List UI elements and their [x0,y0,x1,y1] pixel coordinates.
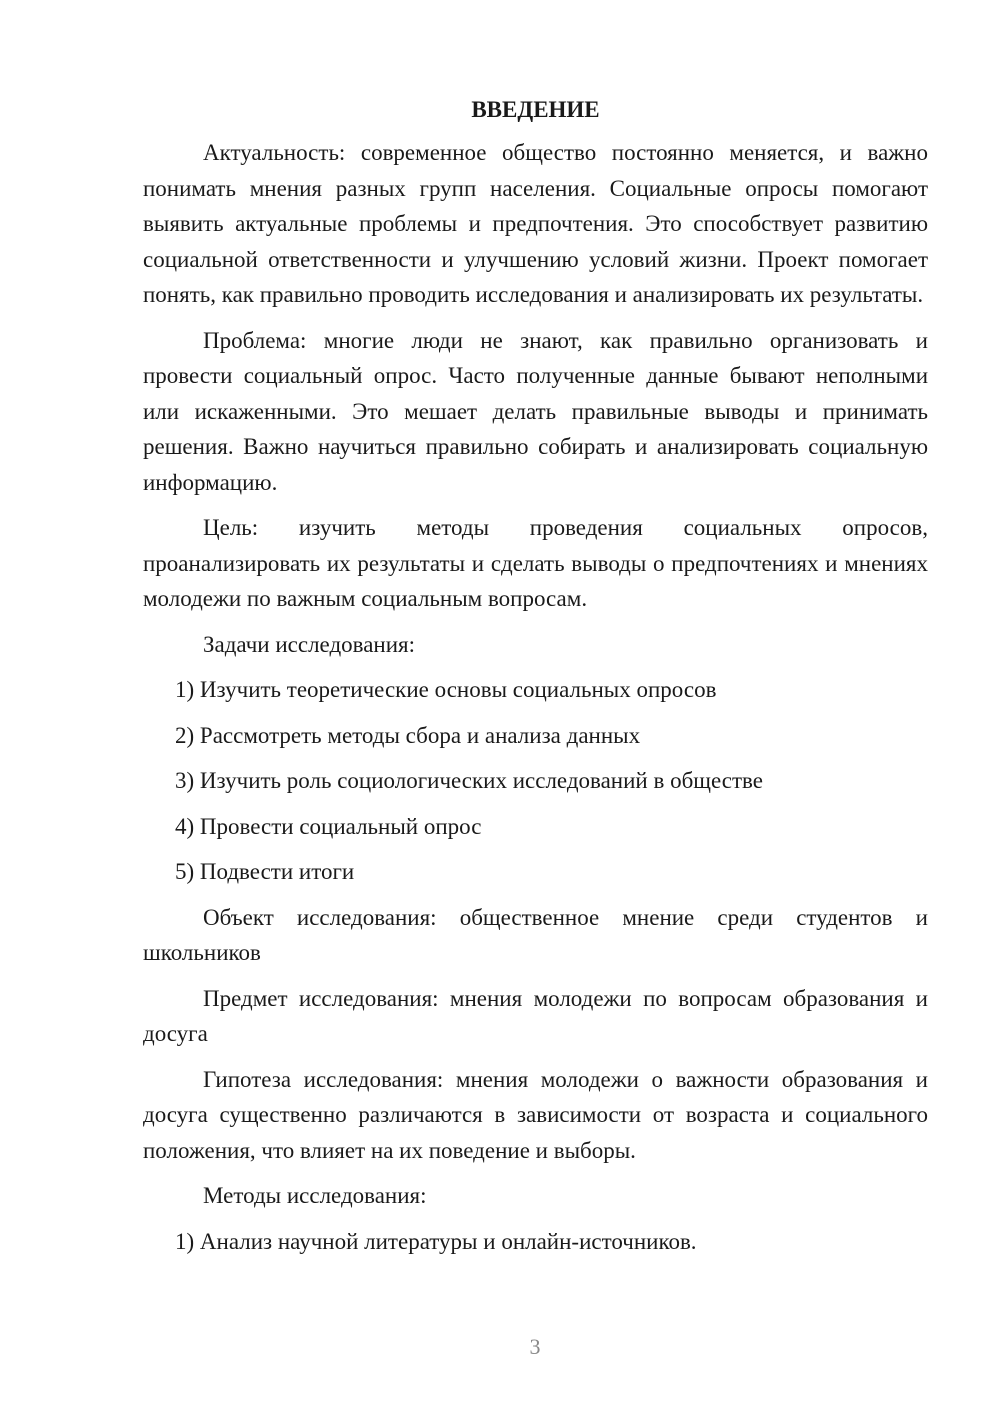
object-paragraph: Объект исследования: общественное мнение среди студентов и школьников [143,904,928,965]
page-number: 3 [529,1334,541,1359]
task-item: 1) Изучить теоретические основы социальных опросов [175,677,717,702]
method-item: 1) Анализ научной литературы и онлайн-источников. [175,1228,697,1254]
goal-paragraph: Цель: изучить методы проведения социальных опросов, проанализировать их результаты и сделать выводы о предпочтениях и мнениях молодежи по важным социальным вопросам. [143,515,928,611]
subject-paragraph: Предмет исследования: мнения молодежи по вопросам образования и досуга [143,985,928,1046]
problem-paragraph: Проблема: многие люди не знают, как правильно организовать и провести социальный опрос. Часто полученные данные бывают неполными или искаженными. Это мешает делать правильные выводы и принимать решения. Важно научиться правильно собирать и анализировать социальную информацию. [143,327,928,495]
task-item: 4) Провести социальный опрос [175,813,482,839]
task-item: 2) Рассмотреть методы сбора и анализа данных [175,722,641,748]
task-item: 5) Подвести итоги [175,859,355,884]
section-heading: ВВЕДЕНИЕ [471,97,600,122]
page-content [143,95,928,1269]
task-item: 3) Изучить роль социологических исследований в обществе [175,768,763,793]
hypothesis-paragraph: Гипотеза исследования: мнения молодежи о важности образования и досуга существенно различаются в зависимости от возраста и социального положения, что влияет на их поведение и выборы. [143,1066,928,1163]
methods-title: Методы исследования: [203,1183,427,1208]
tasks-title: Задачи исследования: [203,631,416,657]
relevance-paragraph: Актуальность: современное общество постоянно меняется, и важно понимать мнения разных групп населения. Социальные опросы помогают выявить актуальные проблемы и предпочтения. Это способствует развитию социальной ответственности и улучшению условий жизни. Проект помогает понять, как правильно проводить исследования и анализировать их результаты. [143,140,928,307]
